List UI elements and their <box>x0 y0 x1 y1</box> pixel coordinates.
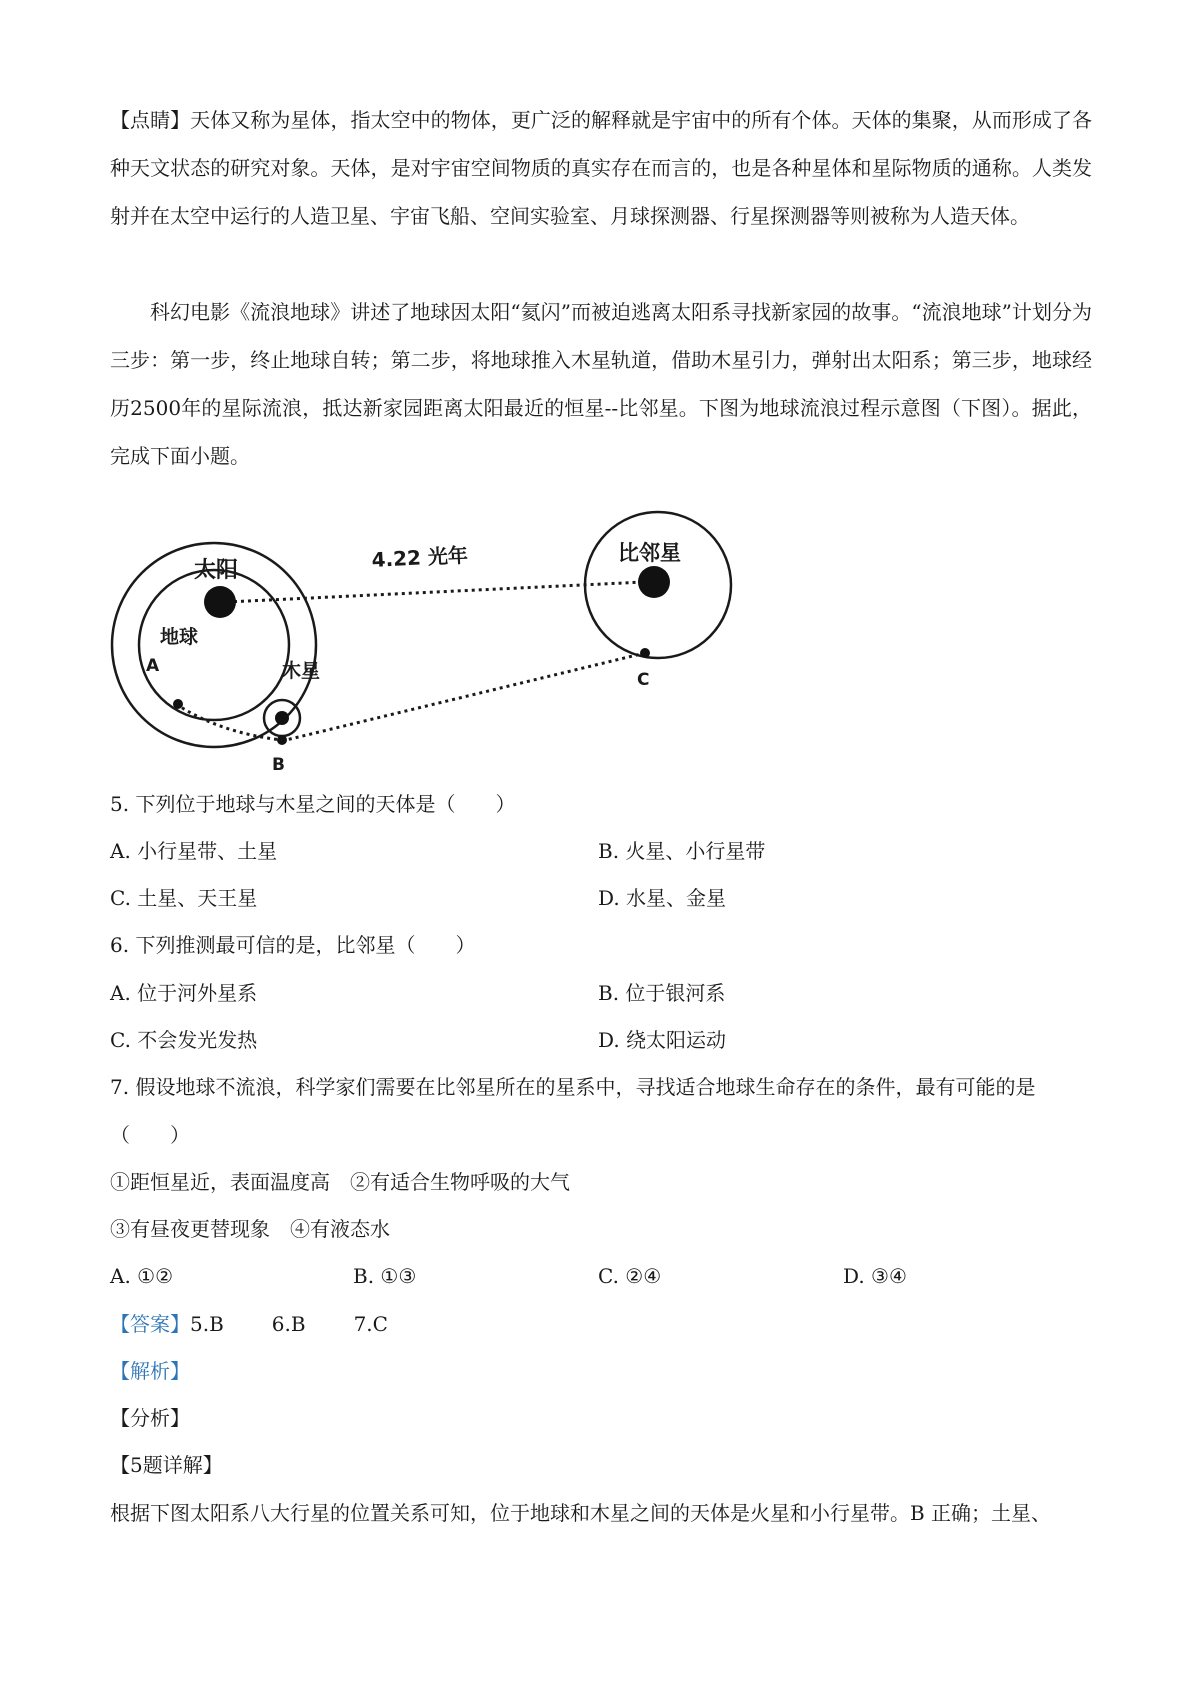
question-6-option-d: D. 绕太阳运动 <box>598 1028 727 1052</box>
detail-tag: 【5题详解】 <box>110 1453 223 1477</box>
question-6-option-b: B. 位于银河系 <box>598 981 726 1005</box>
answer-5: 5.B <box>190 1312 224 1336</box>
question-5-option-c: C. 土星、天王星 <box>110 886 258 910</box>
answer-line <box>110 1310 388 1338</box>
point-c-label: C <box>637 670 650 690</box>
question-7-stem: 7. 假设地球不流浪，科学家们需要在比邻星所在的星系中，寻找适合地球生命存在的条件，最有可能的是 <box>110 1075 1036 1099</box>
answer-6: 6.B <box>271 1312 306 1336</box>
fenxi-tag: 【分析】 <box>110 1406 190 1430</box>
question-7-option-a: A. ①② <box>110 1264 174 1288</box>
point-c-marker <box>640 648 650 658</box>
question-5-option-a: A. 小行星带、土星 <box>110 839 278 863</box>
question-5-stem: 5. 下列位于地球与木星之间的天体是（ ） <box>110 792 516 816</box>
answer-7: 7.C <box>353 1312 388 1336</box>
sun-marker <box>204 586 236 618</box>
dianjing-paragraph <box>110 96 1092 240</box>
detail-text: 根据下图太阳系八大行星的位置关系可知，位于地球和木星之间的天体是火星和小行星带。B 正确；土星、 <box>110 1501 1052 1525</box>
question-7-option-c: C. ②④ <box>598 1264 662 1288</box>
point-b-marker <box>277 735 287 745</box>
answer-tag: 【答案】 <box>110 1312 190 1336</box>
question-6-option-c: C. 不会发光发热 <box>110 1028 258 1052</box>
question-6-stem: 6. 下列推测最可信的是，比邻星（ ） <box>110 933 476 957</box>
jupiter-to-proxima-path <box>282 653 645 741</box>
dianjing-tag: 【点睛】 <box>110 108 191 132</box>
intro-paragraph: 科幻电影《流浪地球》讲述了地球因太阳“氦闪”而被迫逃离太阳系寻找新家园的故事。“流浪地球”计划分为三步：第一步，终止地球自转；第二步，将地球推入木星轨道，借助木星引力，弹射出太阳系；第三步，地球经历2500年的星际流浪，抵达新家园距离太阳最近的恒星--比邻星。下图为地球流浪过程示意图（下图）。据此，完成下面小题。 <box>110 300 1092 468</box>
proxima-label: 比邻星 <box>618 541 681 565</box>
question-7-statement-2: ③有昼夜更替现象 ④有液态水 <box>110 1217 390 1241</box>
jupiter-marker <box>275 711 289 725</box>
point-a-label: A <box>146 656 160 676</box>
question-6-option-a: A. 位于河外星系 <box>110 981 258 1005</box>
sun-to-proxima-path <box>227 582 644 602</box>
earth-wandering-diagram <box>110 505 750 775</box>
earth-label: 地球 <box>160 626 199 648</box>
sun-label: 太阳 <box>194 558 239 583</box>
question-5-option-d: D. 水星、金星 <box>598 886 727 910</box>
point-b-label: B <box>272 755 285 775</box>
dianjing-text: 天体又称为星体，指太空中的物体，更广泛的解释就是宇宙中的所有个体。天体的集聚，从而形成了各种天文状态的研究对象。天体，是对宇宙空间物质的真实存在而言的，也是各种星体和星际物质的通称。人类发射并在太空中运行的人造卫星、宇宙飞船、空间实验室、月球探测器、行星探测器等则被称为人造天体。 <box>110 108 1093 228</box>
question-7-stem-cont: （ ） <box>110 1123 190 1147</box>
jupiter-label: 木星 <box>282 660 321 682</box>
question-7-option-d: D. ③④ <box>843 1264 907 1288</box>
point-a-marker <box>173 699 183 709</box>
distance-label: 4.22 光年 <box>371 542 469 572</box>
question-7-option-b: B. ①③ <box>353 1264 417 1288</box>
question-5-option-b: B. 火星、小行星带 <box>598 839 766 863</box>
question-7-statement-1: ①距恒星近，表面温度高 ②有适合生物呼吸的大气 <box>110 1170 570 1194</box>
proxima-marker <box>638 566 670 598</box>
analysis-tag: 【解析】 <box>110 1359 190 1383</box>
